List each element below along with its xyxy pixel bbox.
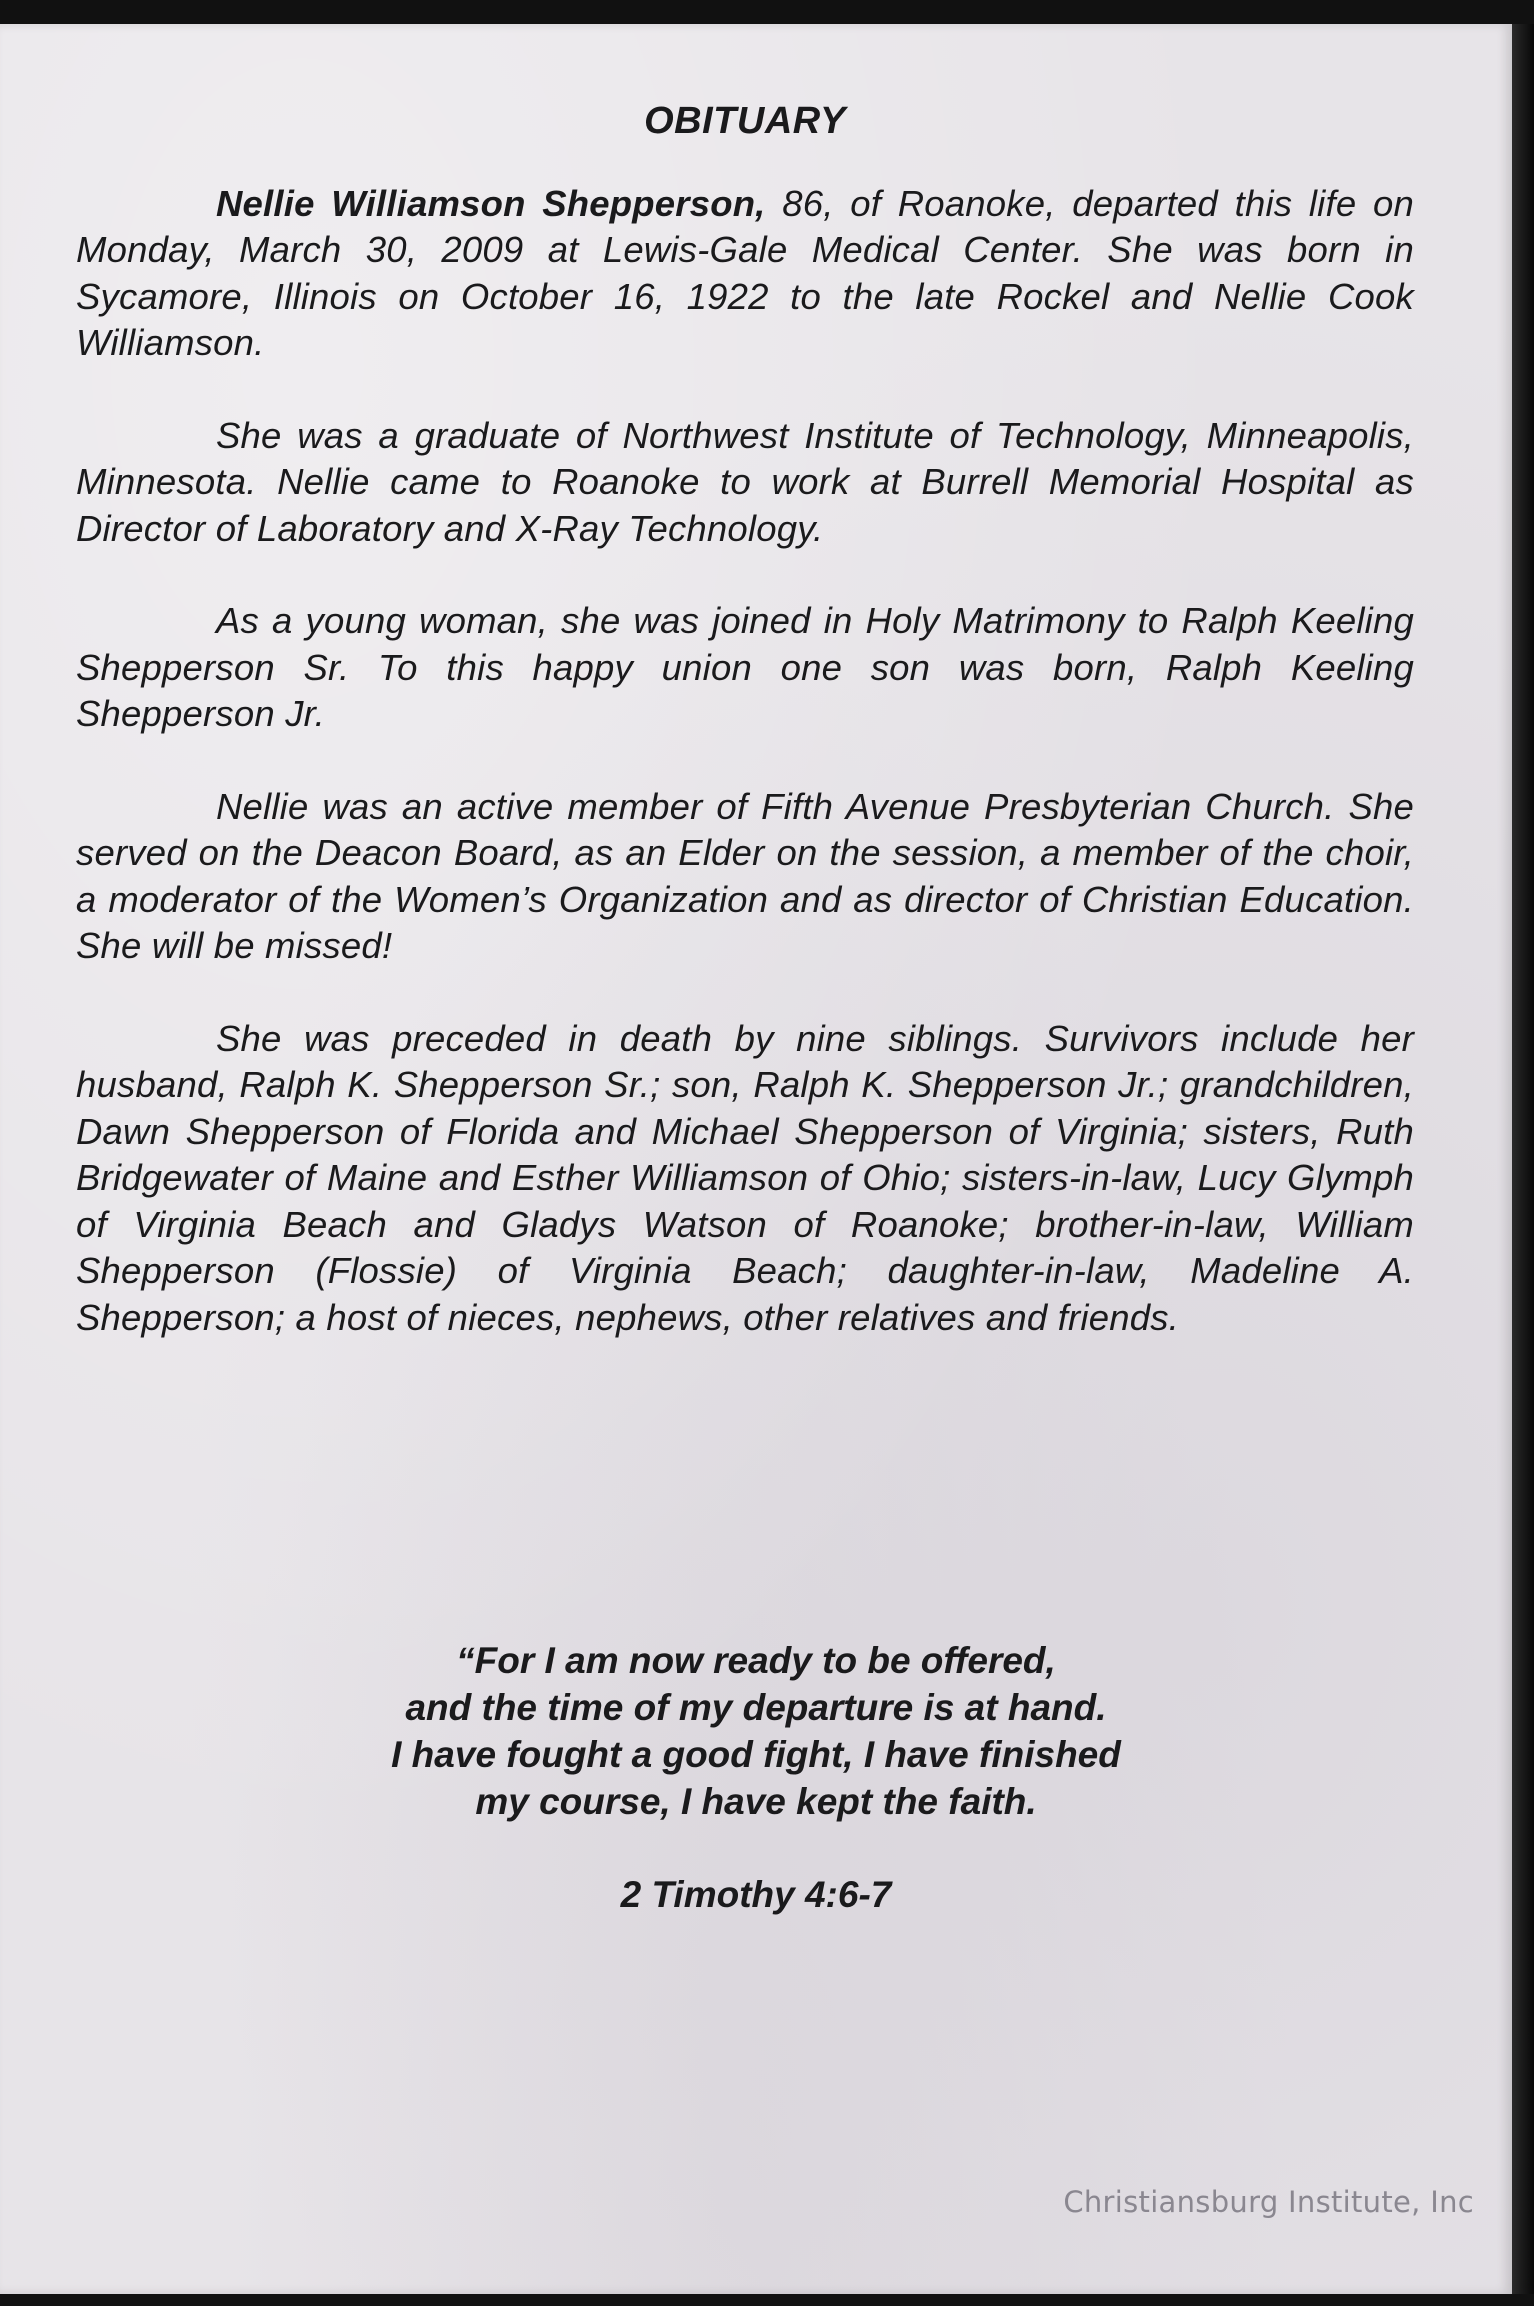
verse-citation: 2 Timothy 4:6-7 (620, 1874, 892, 1915)
paragraph-marriage: As a young woman, she was joined in Holy Matrimony to Ralph Keeling Shepperson Sr. To this happy union one son was born, Ralph Keeling Shepperson Jr. (76, 600, 1414, 734)
paragraph-church: Nellie was an active member of Fifth Avenue Presbyterian Church. She served on the Deacon Board, as an Elder on the session, a member of the choir, a moderator of the Women’s Organization and as director of Christian Education. She will be missed! (76, 785, 1414, 966)
verse-line: my course, I have kept the faith. (475, 1781, 1037, 1822)
watermark-text: Christiansburg Institute, Inc (1063, 2185, 1474, 2219)
paragraph-education: She was a graduate of Northwest Institute of Technology, Minneapolis, Minnesota. Nellie came to Roanoke to work at Burrell Memorial Hospital as Director of Laboratory and X-Ray Technology. (76, 414, 1414, 549)
paper-edge-shadow (1512, 24, 1534, 2294)
verse-line: I have fought a good fight, I have finished (391, 1734, 1121, 1775)
page-title: OBITUARY (644, 100, 846, 142)
verse-line: “For I am now ready to be offered, (456, 1640, 1056, 1681)
deceased-name: Nellie Williamson Shepperson, (216, 182, 766, 224)
paragraph-survivors: She was preceded in death by nine siblings. Survivors include her husband, Ralph K. Shepperson Sr.; son, Ralph K. Shepperson Jr.; grandchildren, Dawn Shepperson of Florida and Michael Shepperson of Virginia; sisters, Ruth Bridgewater of Maine and Esther Williamson of Ohio; sisters-in-law, Lucy Glymph of Virginia Beach and Gladys Watson of Roanoke; brother-in-law, William Shepperson (Flossie) of Virginia Beach; daughter-in-law, Madeline A. Shepperson; a host of nieces, nephews, other relatives and friends. (76, 1017, 1414, 1338)
paragraph-intro-text: 86, of Roanoke, departed this life on Monday, March 30, 2009 at Lewis-Gale Medical Center. She was born in Sycamore, Illinois on October 16, 1922 to the late Rockel and Nellie Cook Williamson. (76, 182, 1414, 363)
obituary-body (76, 60, 1414, 1387)
scripture-verse (0, 1637, 1512, 1918)
paragraph-intro (76, 181, 1414, 367)
verse-line: and the time of my departure is at hand. (405, 1687, 1107, 1728)
